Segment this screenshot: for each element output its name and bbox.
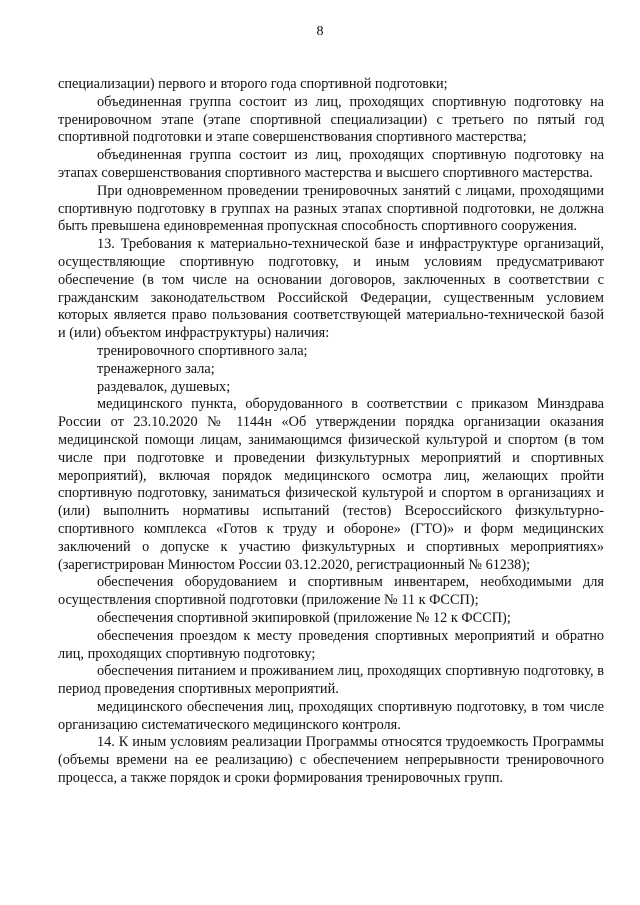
paragraph: обеспечения проездом к месту проведения спортивных мероприятий и обратно лиц, проходящих спортивную подготовку; [58, 627, 604, 662]
paragraph: тренажерного зала; [97, 360, 215, 377]
paragraph: обеспечения питанием и проживанием лиц, проходящих спортивную подготовку, в период проведения спортивных мероприятий. [58, 663, 604, 698]
paragraph: специализации) первого и второго года спортивной подготовки; [58, 76, 448, 92]
paragraph: медицинского пункта, оборудованного в соответствии с приказом Минздрава России от 23.10.2020 № 1144н «Об утверждении порядка организации оказания медицинской помощи лицам, занимающимся физической культурой и спортом (в том числе при подготовке и проведении физкультурных мероприятий и спортивных мероприятий), включая порядок медицинского осмотра лиц, желающих пройти спортивную подготовку, заниматься физической культурой и спортом в организациях и (или) выполнить нормативы испытаний (тестов) Всероссийского физкультурно-спортивного комплекса «Готов к труду и обороне» (ГТО)» и форм медицинских заключений о допуске к участию физкультурных и спортивных мероприятиях» (зарегистрирован Минюстом России 03.12.2020, регистрационный № 61238); [58, 396, 604, 573]
document-body [58, 76, 604, 788]
paragraph: обеспечения оборудованием и спортивным инвентарем, необходимыми для осуществления спортивной подготовки (приложение № 11 к ФССП); [58, 574, 604, 609]
paragraph: обеспечения спортивной экипировкой (приложение № 12 к ФССП); [97, 609, 511, 626]
paragraph: объединенная группа состоит из лиц, проходящих спортивную подготовку на тренировочном этапе (этапе спортивной специализации) с третьего по пятый год спортивной подготовки и этапе совершенствования спортивного мастерства; [58, 93, 604, 146]
paragraph: 14. К иным условиям реализации Программы относятся трудоемкость Программы (объемы времени на ее реализацию) с обеспечением непрерывности тренировочного процесса, а также порядок и сроки формирования тренировочных групп. [58, 734, 604, 787]
page-number: 8 [316, 24, 324, 39]
paragraph: При одновременном проведении тренировочных занятий с лицами, проходящими спортивную подготовку в группах на разных этапах спортивной подготовки, не должна быть превышена единовременная пропускная способность спортивного сооружения. [58, 182, 604, 235]
paragraph: 13. Требования к материально-технической базе и инфраструктуре организаций, осуществляющие спортивную подготовку, и иным условиям предусматривают обеспечение (в том числе на основании договоров, заключенных в соответствии с гражданским законодательством Российской Федерации, существенным условием которых является право пользования соответствующей материально-технической базой и (или) объектом инфраструктуры) наличия: [58, 236, 604, 342]
paragraph: медицинского обеспечения лиц, проходящих спортивную подготовку, в том числе организацию систематического медицинского контроля. [58, 698, 604, 733]
paragraph: тренировочного спортивного зала; [97, 342, 308, 359]
paragraph: раздевалок, душевых; [97, 378, 231, 395]
paragraph: объединенная группа состоит из лиц, проходящих спортивную подготовку на этапах совершенствования спортивного мастерства и высшего спортивного мастерства. [58, 147, 604, 181]
